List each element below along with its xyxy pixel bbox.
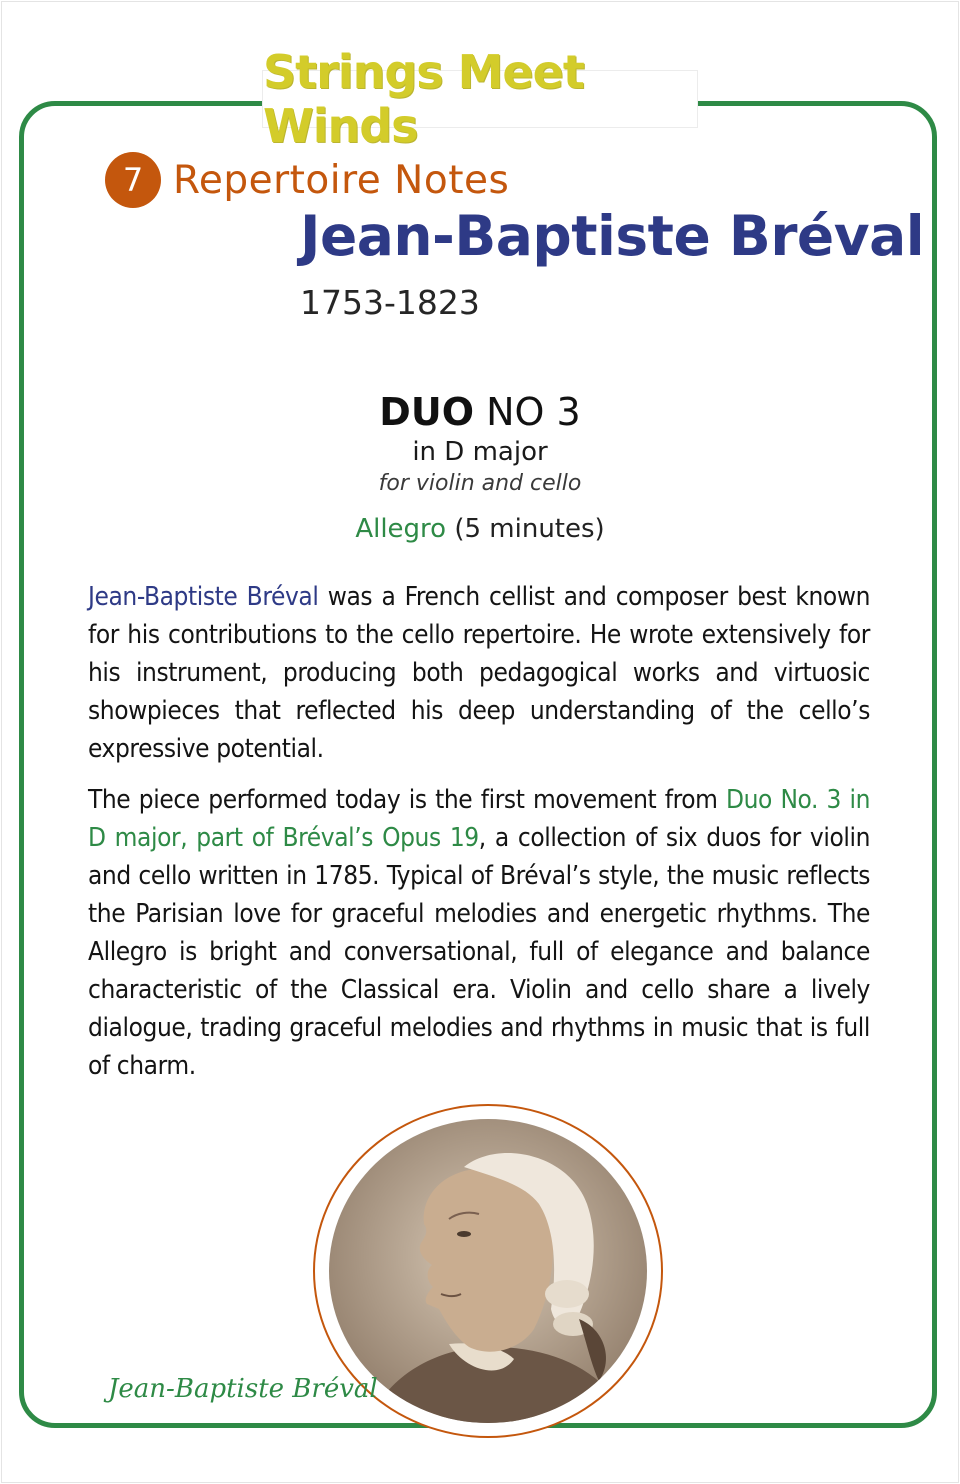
portrait-caption: Jean-Baptiste Bréval (108, 1374, 378, 1404)
paragraph-piece-highlight: Duo No. 3 in D major, part of Bréval’s Opus 19 (88, 785, 870, 853)
paragraph-biography (88, 578, 870, 768)
composer-dates: 1753-1823 (300, 283, 480, 322)
paragraph-biography-text: was a French cellist and composer best known for his contributions to the cello repertoire. He wrote extensively for his instrument, producing both pedagogical works and virtuosic showpieces that reflected his deep understanding of the cello’s expressive potential. (88, 582, 870, 764)
paragraph-biography-lead: Jean-Baptiste Bréval (88, 582, 319, 612)
piece-movement (0, 514, 960, 544)
piece-key: in D major (412, 437, 548, 467)
section-label: Repertoire Notes (173, 157, 510, 203)
composer-name: Jean-Baptiste Bréval (300, 204, 925, 268)
paragraph-piece-text: , a collection of six duos for violin and cello written in 1785. Typical of Bréval’s style, the music reflects the Parisian love for graceful melodies and energetic rhythms. The Allegro is bright and conversational, full of elegance and balance characteristic of the Classical era. Violin and cello share a lively dialogue, trading graceful melodies and rhythms in music that is full of charm. (88, 823, 870, 1081)
piece-title-rest: NO 3 (486, 390, 581, 434)
series-title: Strings Meet Winds (263, 45, 584, 153)
paragraph-piece-intro: The piece performed today is the first movement from (88, 785, 727, 815)
series-banner (262, 45, 698, 153)
section-number-badge: 7 (105, 152, 161, 208)
piece-title-bold: DUO (379, 390, 474, 434)
piece-title (0, 390, 960, 434)
movement-duration: (5 minutes) (454, 514, 605, 544)
paragraph-piece-notes (88, 781, 870, 1085)
piece-instrumentation: for violin and cello (378, 471, 582, 496)
section-header (105, 154, 509, 206)
movement-name: Allegro (355, 514, 447, 544)
